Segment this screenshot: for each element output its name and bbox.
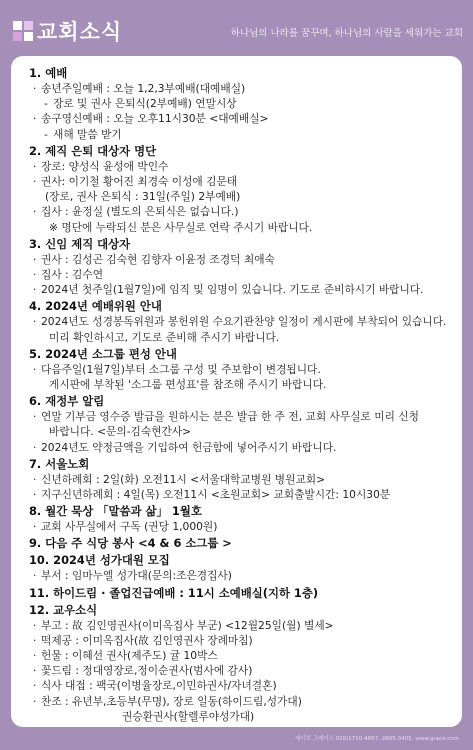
news-section (29, 298, 456, 344)
news-line: · 송구영신예배 : 오늘 오후11시30분 <대예배실> (29, 111, 456, 126)
news-line: · 찬조 : 유년부,초등부(무명), 장로 일동(하이드림,성가대) (29, 694, 456, 709)
news-line: 권승환권사(할렐루야성가대) (122, 709, 255, 723)
news-line: · 부서 : 임마누엘 성가대(문의:조은경집사) (29, 568, 456, 583)
news-line: · 2024년도 약정금액을 기입하여 헌금함에 넣어주시기 바랍니다. (29, 440, 456, 455)
news-line: (장로, 권사 은퇴식 : 31일(주일) 2부예배) (45, 190, 241, 204)
news-line: · 떡제공 : 이미옥집사(故 김인영권사 장례마침) (29, 633, 456, 648)
news-section (29, 236, 456, 298)
section-title: 6. 재정부 알림 (29, 394, 105, 409)
header (0, 0, 473, 58)
news-line: · 2024년도 성경봉독위원과 봉헌위원 수요기관찬양 일정이 게시판에 부착되어 있습니다. (29, 314, 456, 329)
section-title: 12. 교우소식 (29, 602, 98, 617)
section-title: 10. 2024년 성가대원 모집 (29, 553, 170, 568)
news-section (29, 346, 456, 392)
news-content (11, 56, 462, 727)
news-line: · 헌물 : 이혜선 권사(제주도) 귤 10박스 (29, 648, 456, 663)
news-line: 게시판에 부착된 '소그룹 편성표'를 참조해 주시기 바랍니다. (49, 378, 327, 392)
news-line: · 신년하례회 : 2일(화) 오전11시 <서울대학교병원 병원교회> (29, 472, 456, 487)
church-slogan: 하나님의 나라를 꿈꾸며, 하나님의 사람을 세워가는 교회 (230, 28, 463, 39)
section-title: 4. 2024년 예배위원 안내 (29, 299, 162, 314)
news-section (29, 143, 456, 235)
footer-info: 세이브 그레이스 020)1710-4867, 2665-3405, www.grace.com (294, 736, 459, 742)
page-title: 교회소식 (37, 20, 123, 44)
section-title: 11. 하이드림 · 졸업진급예배 : 11시 소예배실(지하 1층) (29, 585, 319, 600)
news-line: 바랍니다. <문의-김숙현간사> (49, 425, 192, 439)
news-line: · 집사 : 윤정실 (별도의 은퇴식은 없습니다.) (29, 204, 456, 219)
news-section (29, 456, 456, 502)
section-title: 3. 신임 제직 대상자 (29, 236, 131, 251)
news-section (29, 393, 456, 455)
news-line: 미리 확인하시고, 기도로 준비해 주시기 바랍니다. (49, 330, 280, 344)
news-line: · 송년주일예배 : 오늘 1,2,3부예배(대예배실) (29, 81, 456, 96)
logo-squares-icon (13, 21, 33, 41)
news-line: ※ 명단에 누락되신 분은 사무실로 연락 주시기 바랍니다. (49, 220, 313, 234)
news-line: · 권사: 이기철 황어진 최경숙 이성애 김문태 (29, 174, 456, 189)
news-section (29, 503, 456, 534)
news-line: · 집사 : 김수연 (29, 267, 456, 282)
news-section (29, 552, 456, 583)
news-line: · 교회 사무실에서 구독 (권당 1,000원) (29, 519, 456, 534)
news-line: · 연말 기부금 영수증 발급을 원하시는 분은 발급 한 주 전, 교회 사무실로 미리 신청 (29, 409, 456, 424)
news-line: · 지구신년하례회 : 4일(목) 오전11시 <초원교회> 교회출발시간: 10시30분 (29, 487, 456, 502)
news-line: - 장로 및 권사 은퇴식(2부예배) 연말시상 (29, 96, 456, 111)
section-title: 7. 서울노회 (29, 456, 90, 471)
section-title: 9. 다음 주 식당 봉사 <4 & 6 소그룹 > (29, 536, 232, 551)
section-title: 8. 월간 묵상 「말씀과 삶」 1월호 (29, 504, 202, 519)
news-line: - 새해 말씀 받기 (29, 127, 456, 142)
news-line: · 다음주일(1월7일)부터 소그룹 구성 및 주보함이 변경됩니다. (29, 362, 456, 377)
news-line: · 식사 대접 : 팩국(이병율장로,이민하권사/자녀결혼) (29, 678, 456, 693)
news-line: · 꽃드림 : 정대영장로,정이순권사(범사에 감사) (29, 663, 456, 678)
section-title: 5. 2024년 소그룹 편성 안내 (29, 346, 177, 361)
section-title: 1. 예배 (29, 66, 68, 80)
section-title: 2. 제직 은퇴 대상자 명단 (29, 143, 157, 158)
news-section (29, 602, 456, 724)
news-section (29, 65, 456, 142)
news-line: · 장로: 양성식 윤성애 박인수 (29, 159, 456, 174)
news-section (29, 585, 456, 601)
news-line: · 권사 : 김성곤 김숙현 김향자 이윤정 조경덕 최애숙 (29, 252, 456, 267)
news-section (29, 535, 456, 551)
news-line: · 2024년 첫주일(1월7일)에 임직 및 임명이 있습니다. 기도로 준비하시기 바랍니다. (29, 282, 456, 297)
news-line: · 부고 : 故 김인영권사(이미옥집사 부군) <12월25일(월) 별세> (29, 618, 456, 633)
